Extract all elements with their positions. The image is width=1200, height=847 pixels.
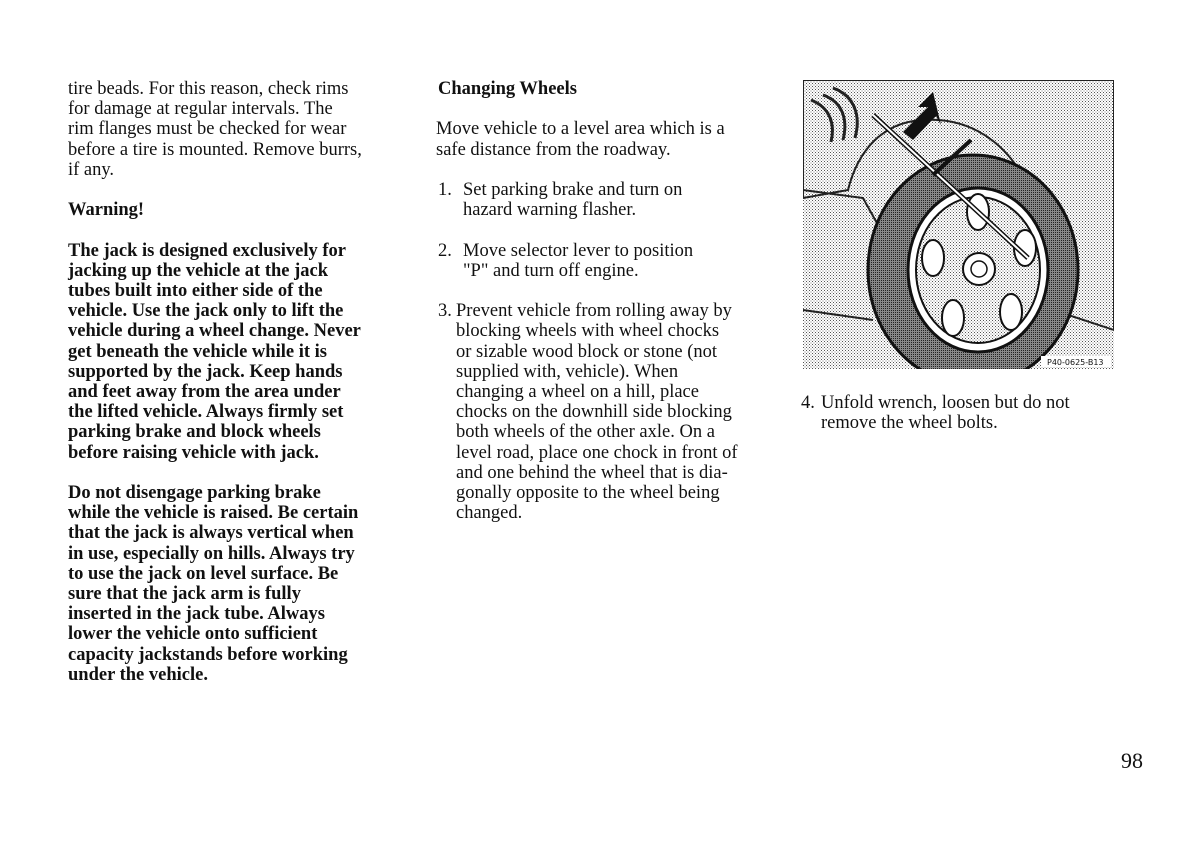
text-line: remove the wheel bolts. xyxy=(821,413,998,434)
text-line: capacity jackstands before working xyxy=(68,644,348,665)
text-line: supplied with, vehicle). When xyxy=(456,361,679,382)
text-line: Prevent vehicle from rolling away by xyxy=(456,301,732,322)
text-line: jacking up the vehicle at the jack xyxy=(68,260,329,281)
text-line: Move vehicle to a level area which is a xyxy=(436,119,725,140)
intro-paragraph xyxy=(436,119,776,159)
text-line: in use, especially on hills. Always try xyxy=(68,543,355,564)
text-line: vehicle during a wheel change. Never xyxy=(68,321,361,342)
text-line: Unfold wrench, loosen but do not xyxy=(821,393,1070,413)
text-line: and feet away from the area under xyxy=(68,382,341,403)
text-line: The jack is designed exclusively for xyxy=(68,240,347,261)
step-text xyxy=(821,393,1131,433)
text-line: level road, place one chock in front of xyxy=(456,442,738,463)
text-line: gonally opposite to the wheel being xyxy=(456,483,720,503)
text-line: lower the vehicle onto sufficient xyxy=(68,624,318,645)
page-number: 98 xyxy=(1121,748,1143,773)
text-line: if any. xyxy=(68,159,115,180)
text-line: vehicle. Use the jack only to lift the xyxy=(68,301,344,322)
text-line: to use the jack on level surface. Be xyxy=(68,563,339,584)
text-line: changed. xyxy=(456,503,523,524)
step-1 xyxy=(436,180,776,220)
illustration-code: P40-0625-B13 xyxy=(1047,358,1104,367)
text-line: while the vehicle is raised. Be certain xyxy=(68,503,359,524)
text-line: Set parking brake and turn on xyxy=(463,179,683,200)
text-line: the lifted vehicle. Always firmly set xyxy=(68,402,344,423)
text-line: before a tire is mounted. Remove burrs, xyxy=(68,139,362,160)
step-number: 4. xyxy=(801,393,815,413)
text-line: both wheels of the other axle. On a xyxy=(456,422,715,443)
text-line: sure that the jack arm is fully xyxy=(68,584,301,605)
text-line: for damage at regular intervals. The xyxy=(68,99,333,120)
wheel-wrench-illustration xyxy=(803,80,1114,369)
text-line: supported by the jack. Keep hands xyxy=(68,361,343,382)
text-line: tubes built into either side of the xyxy=(68,281,323,301)
step-text xyxy=(463,241,776,281)
section-heading: Changing Wheels xyxy=(438,79,577,99)
wheel-illustration-graphic xyxy=(803,80,1114,369)
text-line: blocking wheels with wheel chocks xyxy=(456,321,720,342)
text-line: or sizable wood block or stone (not xyxy=(456,341,717,362)
step-3 xyxy=(436,301,776,523)
text-line: and one behind the wheel that is dia- xyxy=(456,462,728,483)
text-line: Do not disengage parking brake xyxy=(68,483,321,504)
step-4 xyxy=(801,393,1131,433)
text-line: tire beads. For this reason, check rims xyxy=(68,79,349,99)
step-text xyxy=(456,301,776,523)
text-line: inserted in the jack tube. Always xyxy=(68,604,325,625)
text-line: parking brake and block wheels xyxy=(68,422,321,443)
text-line: rim flanges must be checked for wear xyxy=(68,119,347,140)
warning-paragraph-1 xyxy=(68,241,398,463)
text-line: under the vehicle. xyxy=(68,664,208,685)
step-number: 3. xyxy=(438,301,452,322)
text-line: get beneath the vehicle while it is xyxy=(68,341,327,362)
text-line: "P" and turn off engine. xyxy=(463,260,639,281)
text-line: safe distance from the roadway. xyxy=(436,139,671,160)
right-column xyxy=(801,393,1131,433)
text-line: before raising vehicle with jack. xyxy=(68,442,319,463)
text-line: hazard warning flasher. xyxy=(463,200,637,221)
step-text xyxy=(463,180,776,220)
text-line: that the jack is always vertical when xyxy=(68,523,354,544)
step-2 xyxy=(436,241,776,281)
middle-column xyxy=(436,79,776,523)
warning-paragraph-2 xyxy=(68,483,398,685)
left-column xyxy=(68,79,398,685)
step-number: 1. xyxy=(438,179,452,200)
step-number: 2. xyxy=(438,240,452,261)
text-line: changing a wheel on a hill, place xyxy=(456,381,699,402)
intro-paragraph xyxy=(68,79,398,180)
warning-heading: Warning! xyxy=(68,200,145,221)
text-line: Move selector lever to position xyxy=(463,240,694,261)
text-line: chocks on the downhill side blocking xyxy=(456,402,732,423)
